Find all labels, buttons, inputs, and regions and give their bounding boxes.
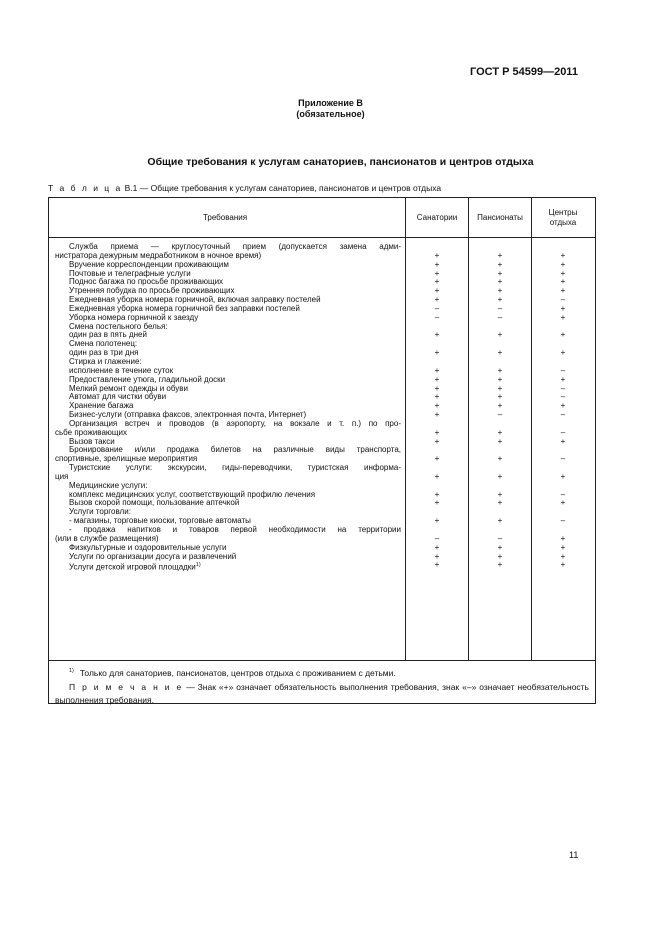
sanatoria-mark: + (434, 365, 440, 375)
requirement-label: Бронирование и/или продажа билетов на различные виды транспорта, (69, 445, 401, 455)
pensions-mark: + (497, 551, 503, 561)
centers-mark: – (560, 489, 566, 499)
requirement-label: один раз в пять дней (69, 330, 147, 340)
requirement-label: Услуги по организации досуга и развлечений (69, 551, 237, 561)
pensions-mark: + (497, 286, 503, 296)
sanatoria-mark: + (434, 268, 440, 278)
header-pensions: Пансионаты (477, 212, 523, 222)
requirement-label: Ежедневная уборка номера горничной, включая заправку постелей (69, 295, 321, 305)
sanatoria-mark: + (434, 489, 440, 499)
centers-mark: + (560, 560, 566, 570)
requirement-label: Услуги детской игровой площадки (69, 563, 196, 573)
requirement-label: Вызов скорой помощи, пользование аптечкой (69, 498, 240, 508)
pensions-mark: + (497, 471, 503, 481)
requirement-label: нистратора дежурным медработником в ночное время) (55, 250, 262, 260)
table-notes (49, 660, 595, 705)
requirement-label: Ежедневная уборка номера горничной без заправки постелей (69, 303, 300, 313)
section-title: Общие требования к услугам санаториев, пансионатов и центров отдыха (147, 156, 534, 168)
sanatoria-mark: + (434, 542, 440, 552)
requirement-label: Смена постельного белья: (69, 321, 168, 331)
requirement-label: спортивные, зрелищные мероприятия (55, 454, 198, 464)
sanatoria-mark: + (434, 330, 440, 340)
table-header (49, 198, 595, 238)
centers-mark: – (560, 516, 566, 526)
sanatoria-mark: – (434, 533, 440, 543)
document-code: ГОСТ Р 54599—2011 (470, 66, 578, 78)
centers-mark: + (560, 542, 566, 552)
centers-mark: + (560, 303, 566, 313)
requirement-label: Хранение багажа (69, 401, 134, 411)
centers-mark: – (560, 427, 566, 437)
sanatoria-mark: + (434, 560, 440, 570)
table-row (49, 553, 595, 562)
header-centers (531, 198, 595, 237)
footnote-ref: 1) (195, 562, 201, 569)
sanatoria-mark: – (434, 312, 440, 322)
footnote-mark: 1) (69, 668, 74, 674)
centers-mark: – (560, 410, 566, 420)
sanatoria-mark: + (434, 295, 440, 305)
sanatoria-mark: + (434, 374, 440, 384)
requirement-text (69, 561, 401, 573)
annex-heading (0, 98, 661, 120)
requirement-label: Почтовые и телеграфные услуги (69, 268, 191, 278)
requirement-label: Поднос багажа по просьбе проживающих (69, 277, 224, 287)
requirement-label: Смена полотенец: (69, 339, 138, 349)
centers-mark: + (560, 436, 566, 446)
sanatoria-mark: + (434, 516, 440, 526)
requirement-label: Бизнес-услуги (отправка факсов, электронная почта, Интернет) (69, 410, 307, 420)
centers-mark: + (560, 277, 566, 287)
note-text: — Знак «+» означает обязательность выполнения требования, знак «–» означает необязательность выполнения требования. (55, 682, 589, 705)
centers-mark: + (560, 551, 566, 561)
pensions-mark: + (497, 330, 503, 340)
centers-mark: + (560, 533, 566, 543)
sanatoria-mark: + (434, 259, 440, 269)
sanatoria-mark: + (434, 427, 440, 437)
centers-mark: + (560, 374, 566, 384)
requirement-label: Утренняя побудка по просьбе проживающих (69, 286, 235, 296)
sanatoria-mark: + (434, 286, 440, 296)
requirement-label: Услуги торговли: (69, 507, 131, 517)
requirement-label: Физкультурные и оздоровительные услуги (69, 542, 227, 552)
requirement-label: комплекс медицинских услуг, соответствующий профилю лечения (69, 489, 316, 499)
requirement-label: Стирка и глажение: (69, 356, 142, 366)
pensions-mark: – (497, 410, 503, 420)
requirement-label: Уборка номера горничной к заезду (69, 312, 199, 322)
centers-mark: – (560, 383, 566, 393)
pensions-mark: + (497, 268, 503, 278)
centers-mark: + (560, 250, 566, 260)
sanatoria-mark: + (434, 436, 440, 446)
centers-mark: – (560, 295, 566, 305)
table-row (49, 420, 595, 429)
header-requirements: Требования (202, 212, 248, 222)
requirements-table (48, 197, 596, 704)
annex-status: (обязательное) (296, 109, 365, 119)
centers-mark: + (560, 268, 566, 278)
table-body (49, 242, 595, 573)
pensions-mark: + (497, 348, 503, 358)
centers-mark: – (560, 392, 566, 402)
header-sanatoria: Санатории (416, 212, 458, 222)
sanatoria-mark: + (434, 392, 440, 402)
requirement-label: - продажа напитков и товаров первой необходимости на территории (69, 525, 401, 534)
pensions-mark: + (497, 250, 503, 260)
annex-title: Приложение В (298, 98, 363, 108)
table-caption (48, 183, 441, 193)
pensions-mark: + (497, 277, 503, 287)
requirement-label: Туристские услуги: экскурсии, гиды-переводчики, туристская информа- (69, 463, 401, 473)
centers-mark: + (560, 286, 566, 296)
sanatoria-mark: + (434, 410, 440, 420)
centers-mark: – (560, 365, 566, 375)
requirement-label: - магазины, торговые киоски, торговые автоматы (69, 516, 251, 526)
requirement-label: (или в службе размещения) (55, 533, 159, 543)
table-caption-prefix: Т а б л и ц а (48, 183, 123, 193)
footnote (69, 665, 396, 680)
sanatoria-mark: – (434, 303, 440, 313)
header-centers-line1: Центры (548, 207, 578, 217)
pensions-mark: + (497, 498, 503, 508)
sanatoria-mark: + (434, 498, 440, 508)
centers-mark: + (560, 498, 566, 508)
requirement-label: Мелкий ремонт одежды и обуви (69, 383, 188, 393)
footnote-text: Только для санаториев, пансионатов, центров отдыха с проживанием с детьми. (79, 668, 396, 678)
pensions-mark: + (497, 427, 503, 437)
requirement-label: Организация встреч и проводов (в аэропорту, на вокзале и т. п.) по про- (69, 418, 401, 428)
requirement-label: исполнение в течение суток (69, 365, 174, 375)
table-row (49, 429, 595, 438)
page-number: 11 (569, 850, 579, 860)
centers-mark: + (560, 259, 566, 269)
pensions-mark: – (497, 303, 503, 313)
pensions-mark: – (497, 312, 503, 322)
sanatoria-mark: + (434, 454, 440, 464)
table-caption-text: В.1 — Общие требования к услугам санаториев, пансионатов и центров отдыха (124, 183, 442, 193)
sanatoria-mark: + (434, 277, 440, 287)
sanatoria-mark: + (434, 250, 440, 260)
centers-mark: + (560, 312, 566, 322)
requirement-label: Вручение корреспонденции проживающим (69, 259, 229, 269)
note-label: П р и м е ч а н и е (69, 682, 184, 692)
table-row (49, 560, 595, 573)
requirement-label: ция (55, 471, 69, 481)
pensions-mark: – (497, 533, 503, 543)
centers-mark: + (560, 330, 566, 340)
centers-mark: – (560, 454, 566, 464)
pensions-mark: + (497, 374, 503, 384)
requirement-label: Служба приема — круглосуточный прием (допускается замена адми- (69, 242, 401, 251)
requirement-label: один раз в три дня (69, 348, 139, 358)
requirement-label: сьбе проживающих (55, 427, 127, 437)
pensions-mark: + (497, 295, 503, 305)
pensions-mark: + (497, 542, 503, 552)
requirement-text (69, 553, 401, 562)
requirement-text (69, 464, 401, 473)
pensions-mark: + (497, 560, 503, 570)
sanatoria-mark: + (434, 401, 440, 411)
pensions-mark: + (497, 516, 503, 526)
pensions-mark: + (497, 436, 503, 446)
pensions-mark: + (497, 401, 503, 411)
pensions-mark: + (497, 392, 503, 402)
table-note (55, 681, 589, 707)
pensions-mark: + (497, 383, 503, 393)
header-centers-line2: отдыха (549, 217, 577, 227)
requirement-label: Предоставление утюга, гладильной доски (69, 374, 226, 384)
sanatoria-mark: + (434, 383, 440, 393)
centers-mark: + (560, 348, 566, 358)
pensions-mark: + (497, 489, 503, 499)
centers-mark: + (560, 471, 566, 481)
requirement-label: Медицинские услуги: (69, 480, 148, 490)
sanatoria-mark: + (434, 551, 440, 561)
pensions-mark: + (497, 454, 503, 464)
requirement-label: Вызов такси (69, 436, 115, 446)
table-row (49, 464, 595, 473)
requirement-label: Автомат для чистки обуви (69, 392, 167, 402)
pensions-mark: + (497, 365, 503, 375)
sanatoria-mark: + (434, 471, 440, 481)
sanatoria-mark: + (434, 348, 440, 358)
centers-mark: + (560, 401, 566, 411)
pensions-mark: + (497, 259, 503, 269)
